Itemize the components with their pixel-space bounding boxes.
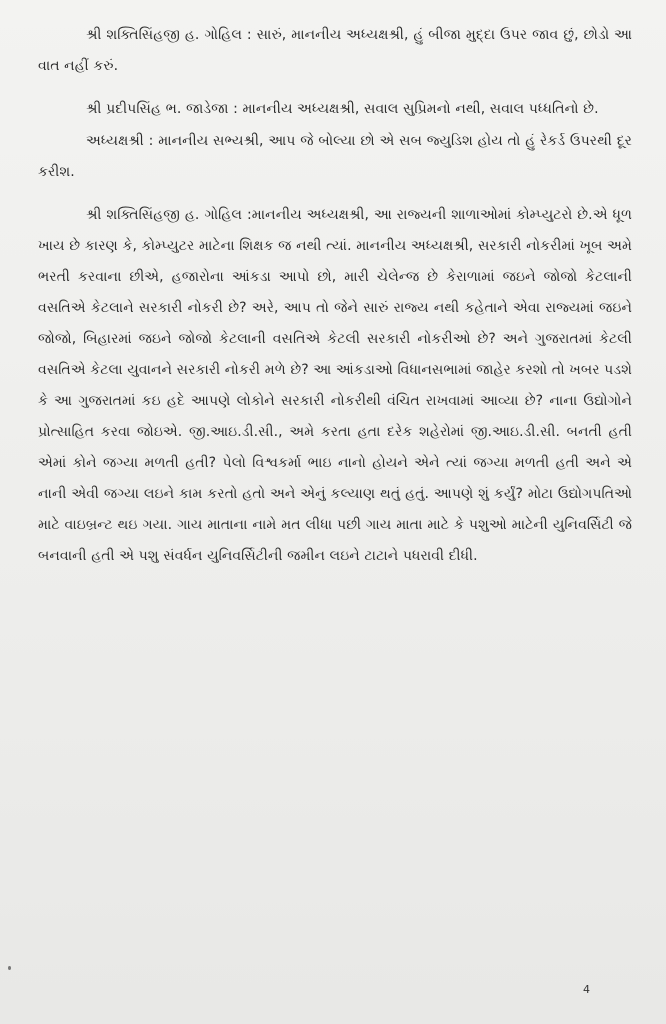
paragraph-4-text: શ્રી શક્તિસિંહજી હ. ગોહિલ :માનનીય અધ્યક્ષશ્રી, આ રાજ્યની શાળાઓમાં કોમ્પ્યુટરો છે.એ ધૂળ ખાય છે કારણ કે, કોમ્પ્યુટર માટેના શિક્ષક જ નથી ત્યાં. માનનીય અધ્યક્ષશ્રી, સરકારી નોકરીમાં ખૂબ અમે ભરતી કરવાના છીએ, હજારોના આંકડા આપો છો, મારી ચેલેન્જ છે કેરાળામાં જઇને જોજો કેટલાની વસતિએ કેટલાને સરકારી નોકરી છે? અરે, આપ તો જેને સારું રાજ્ય નથી કહેતાને એવા રાજ્યમાં જઇને જોજો, બિહારમાં જઇને જોજો કેટલાની વસતિએ કેટલી સરકારી નોકરીઓ છે? અને ગુજરાતમાં કેટલી વસતિએ કેટલા યુવાનને સરકારી નોકરી મળે છે? આ આંકડાઓ વિધાનસભામાં જાહેર કરશો તો ખબર પડશે કે આ ગુજરાતમાં કઇ હદે આપણે લોકોને સરકારી નોકરીથી વંચિત રાખવામાં આવ્યા છે? નાના ઉદ્યોગોને પ્રોત્સાહિત કરવા જોઇએ. જી.આઇ.ડી.સી., અમે કરતા હતા દરેક શહેરોમાં જી.આઇ.ડી.સી. બનતી હતી એમાં કોને જગ્યા મળતી હતી? પેલો વિશ્વકર્મા ભાઇ નાનો હોયને એને ત્યાં જગ્યા મળતી હતી અને એ નાની એવી જગ્યા લઇને કામ કરતો હતો અને એનું કલ્યાણ થતું હતું. આપણે શું કર્યું? મોટા ઉદ્યોગપતિઓ માટે વાઇબ્રન્ટ થઇ ગયા. ગાય માતાના નામે મત લીધા પછી ગાય માતા માટે કે પશુઓ માટેની યુનિવર્સિટી જે બનવાની હતી એ પશુ સંવર્ધન યુનિવર્સિટીની જમીન લઇને ટાટાને પધરાવી દીધી. [38, 207, 632, 564]
page-number: 4 [583, 983, 590, 996]
paragraph-3-text: અધ્યક્ષશ્રી : માનનીય સભ્યશ્રી, આપ જે બોલ્યા છો એ સબ જ્યુડિશ હોય તો હું રેકર્ડ ઉપરથી દૂર કરીશ. [38, 133, 632, 180]
paragraph-2-text: શ્રી પ્રદીપસિંહ ભ. જાડેજા : માનનીય અધ્યક્ષશ્રી, સવાલ સુપ્રિમનો નથી, સવાલ પધ્ધતિનો છે. [86, 101, 599, 117]
paragraph-4 [38, 200, 632, 572]
paragraph-3 [38, 126, 632, 188]
paragraph-1-text: શ્રી શક્તિસિંહજી હ. ગોહિલ : સારું, માનનીય અધ્યક્ષશ્રી, હું બીજા મુદ્દા ઉપર જાવ છું, છોડો આ વાત નહીં કરું. [38, 27, 632, 74]
scan-speck [8, 966, 11, 970]
paragraph-1 [38, 20, 632, 82]
paragraph-2 [38, 94, 632, 125]
